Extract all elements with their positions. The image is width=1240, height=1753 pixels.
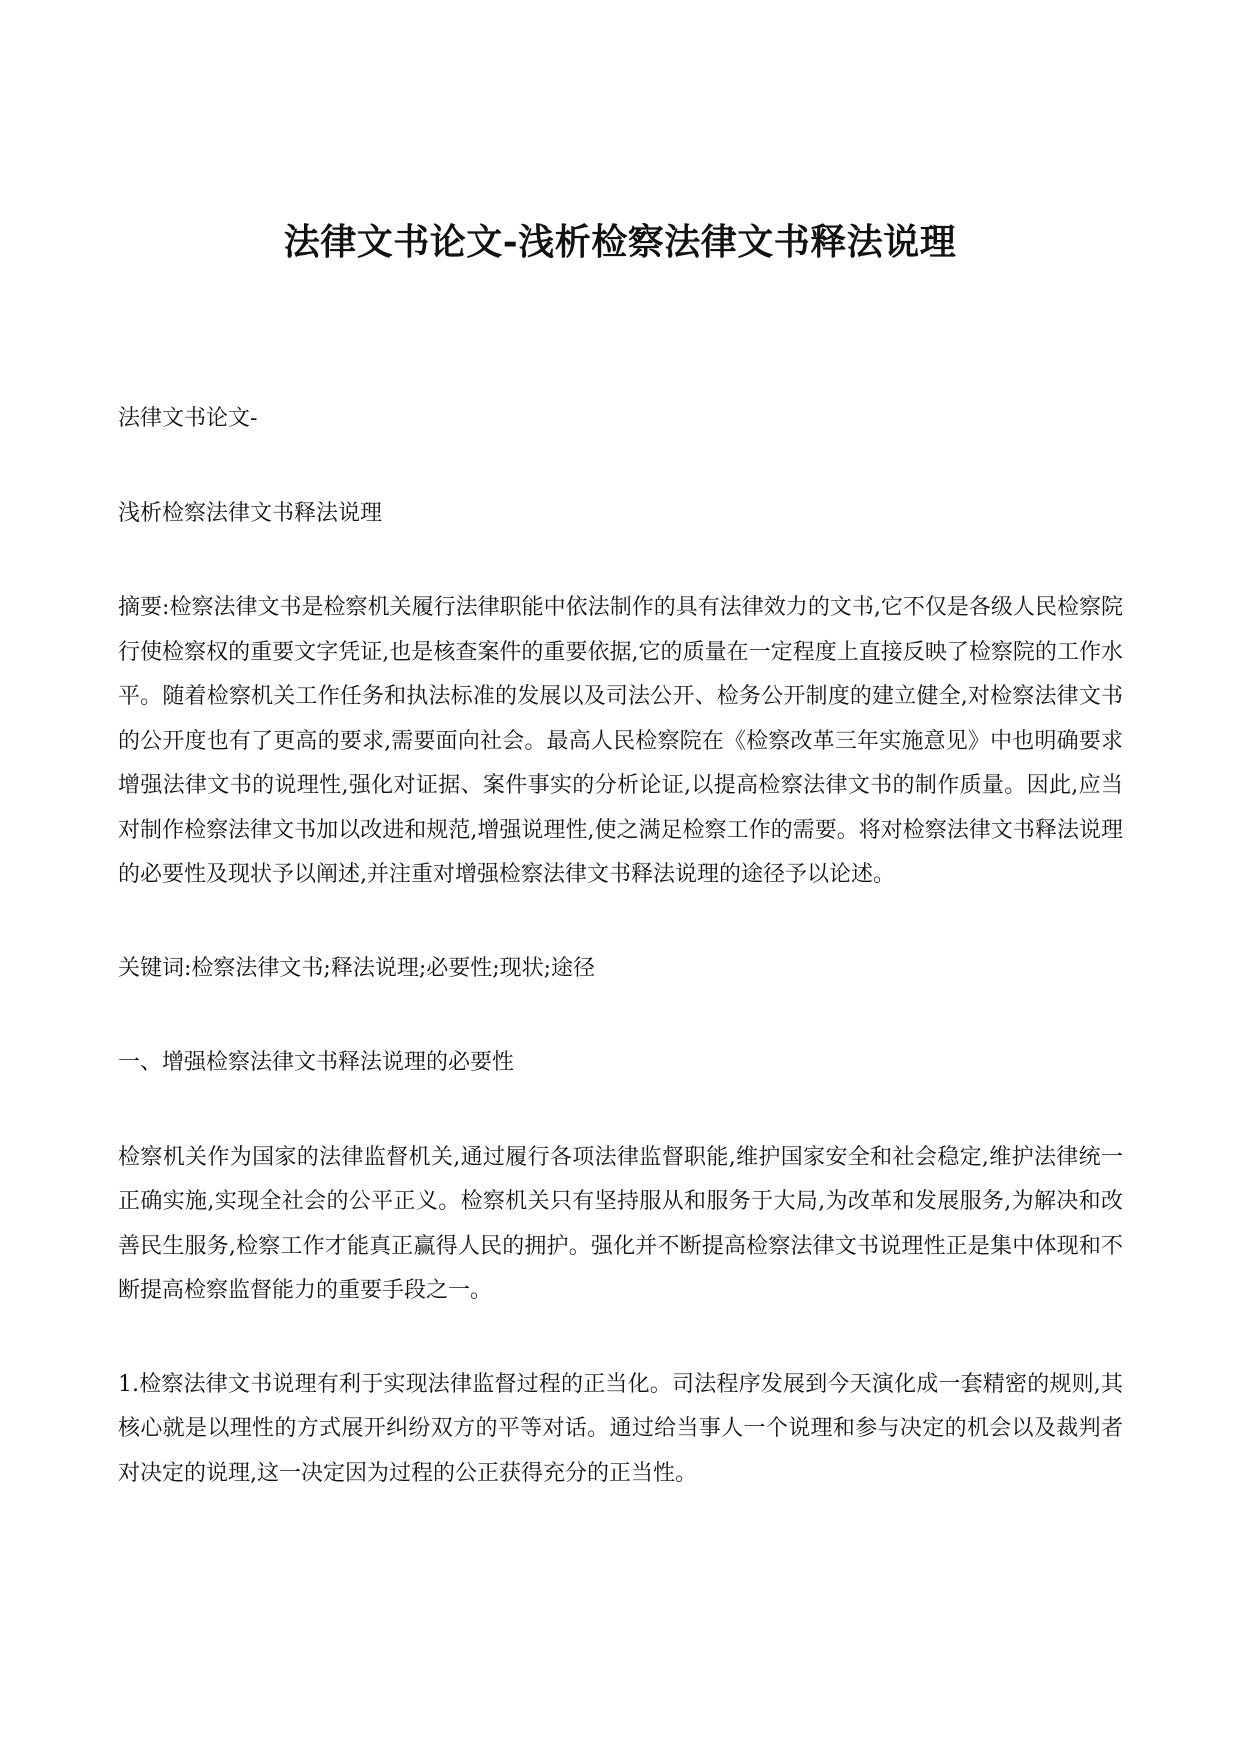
abstract-paragraph: 摘要:检察法律文书是检察机关履行法律职能中依法制作的具有法律效力的文书,它不仅是各级人民检察院行使检察权的重要文字凭证,也是核查案件的重要依据,它的质量在一定程度上直接反映了检察院的工作水平。随着检察机关工作任务和执法标准的发展以及司法公开、检务公开制度的建立健全,对检察法律文书的公开度也有了更高的要求,需要面向社会。最高人民检察院在《检察改革三年实施意见》中也明确要求增强法律文书的说理性,强化对证据、案件事实的分析论证,以提高检察法律文书的制作质量。因此,应当对制作检察法律文书加以改进和规范,增强说理性,使之满足检察工作的需要。将对检察法律文书释法说理的必要性及现状予以阐述,并注重对增强检察法律文书释法说理的途径予以论述。 <box>118 595 1123 887</box>
body-paragraph-2: 1.检察法律文书说理有利于实现法律监督过程的正当化。司法程序发展到今天演化成一套精密的规则,其核心就是以理性的方式展开纠纷双方的平等对话。通过给当事人一个说理和参与决定的机会以及裁判者对决定的说理,这一决定因为过程的公正获得充分的正当性。 <box>118 1371 1123 1486</box>
body-paragraph-1: 检察机关作为国家的法律监督机关,通过履行各项法律监督职能,维护国家安全和社会稳定,维护法律统一正确实施,实现全社会的公平正义。检察机关只有坚持服从和服务于大局,为改革和发展服务,为解决和改善民生服务,检察工作才能真正赢得人民的拥护。强化并不断提高检察法律文书说理性正是集中体现和不断提高检察监督能力的重要手段之一。 <box>118 1144 1123 1303</box>
document-title: 法律文书论文-浅析检察法律文书释法说理 <box>283 221 957 263</box>
subtitle-line: 浅析检察法律文书释法说理 <box>118 500 383 526</box>
label-line: 法律文书论文- <box>118 406 258 431</box>
document-body <box>118 397 1123 1545</box>
section-heading: 一、增强检察法律文书释法说理的必要性 <box>118 1050 515 1075</box>
keywords-line: 关键词:检察法律文书;释法说理;必要性;现状;途径 <box>118 955 596 981</box>
